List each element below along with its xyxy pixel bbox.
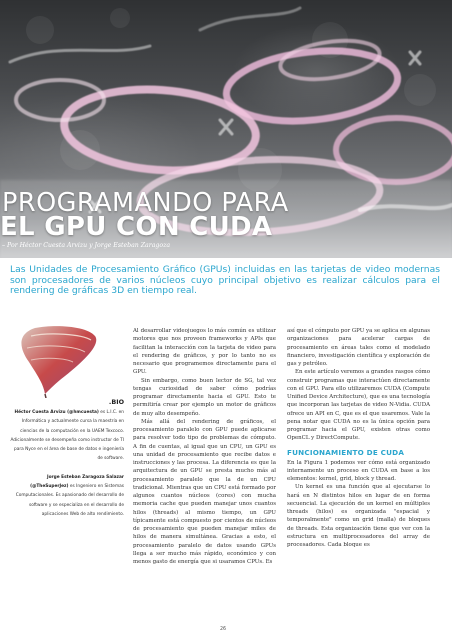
body-column-2 (287, 327, 430, 549)
spinning-top-illustration (5, 322, 107, 398)
column2-paragraph-1: así que el cómputo por GPU ya se aplica en algunas organizaciones para acelerar cargas de procesamiento en áreas tales como el modelado financiero, investigación científica y exploración de gas y petróleo. (287, 328, 430, 367)
bio-author-2-name: Jorge Esteban Zaragoza Salazar (@TheSuperJez) (30, 474, 124, 490)
bio-author-1 (8, 408, 124, 464)
column1-paragraph-2: Sin embargo, como buen lector de SG, tal vez tengas curiosidad de saber cómo podrías programar directamente hacia el GPU. Esto te permitiría crear por ejemplo un motor de gráficos de muy alto desempeño. (133, 377, 276, 417)
column2-paragraph-2: En este artículo veremos a grandes rasgos cómo construir programas que interactúen directamente con el GPU. Para ello utilizaremos CUDA (Compute Unified Device Architecture), que es una tecnología que incorporan las tarjetas de video N-Vidia. CUDA ofrece un API en C, que es el que usaremos. Vale la pena notar que CUDA no es la única opción para programar hacia el GPU, existen otras como OpenCL y DirectCompute. (287, 369, 430, 442)
column2-paragraph-3: En la Figura 1 podemos ver cómo está organizado internamente un proceso en CUDA en base a los elementos: kernel, grid, block y thread. (287, 459, 430, 482)
bio-author-2-text: es Ingeniero en Sistemas Computacionales. Es apasionado del desarrollo de software y se especializa en el desarrollo de aplicaciones Web de alto rendimiento. (15, 484, 124, 517)
bio-author-1-name: Héctor Cuesta Arvizu (@hmcuesta) (14, 410, 99, 415)
body-column-1 (133, 327, 276, 566)
bio-heading: .BIO (108, 398, 124, 406)
bio-author-1-text: es L.I.C. en Informática y actualmente cursa la maestría en ciencias de la computación en la UAEM Texcoco. Adicionalmente se desempeña como instructor de TI para Nyce en el área de base de datos e ingeniería de software. (10, 410, 124, 462)
article-title-line1: PROGRAMANDO PARA (2, 188, 289, 218)
section-heading: FUNCIONAMIENTO DE CUDA (287, 447, 405, 457)
column1-paragraph-1: Al desarrollar videojuegos lo más común es utilizar motores que nos proveen frameworks y APIs que facilitan la interacción con la tarjeta de video para el rendering de gráficos, y por lo tanto no es necesario que programemos directamente para el GPU. (133, 328, 276, 376)
column1-paragraph-3: Más allá del rendering de gráficos, el procesamiento paralelo con GPU puede aplicarse para resolver todo tipo de problemas de cómputo. A fin de cuentas, al igual que un CPU, un GPU es una unidad de procesamiento que recibe datos e instrucciones y las procesa. La diferencia es que la arquitectura de un GPU se presta mucho más al procesamiento paralelo que la de un CPU tradicional. Mientras que un CPU está formado por algunos cuantos núcleos (cores) con mucha memoria cache que pueden manejar unos cuantos hilos (threads) al mismo tiempo, un GPU típicamente está compuesto por cientos de núcleos de procesamiento que pueden manejar miles de hilos de manera simultánea. Gracias a esto, el procesamiento paralelo de datos usando GPUs llega a ser mucho más rápido, económico y con menos gasto de energía que si usaramos CPUs. Es (133, 418, 276, 565)
bio-author-2 (8, 473, 124, 519)
intro-paragraph: Las Unidades de Procesamiento Gráfico (GPUs) incluidas en las tarjetas de video modernas son procesadores de varios núcleos cuyo principal objetivo es realizar cálculos para el rendering de gráficas 3D en tiempo real. (10, 264, 440, 297)
author-bio (8, 398, 124, 528)
column2-paragraph-4: Un kernel es una función que al ejecutarse lo hará en N distintos hilos en lugar de en forma secuencial. La ejecución de un kernel en múltiples threads (hilos) es organizada "espacial y temporalmente" como un grid (malla) de bloques de threads. Esta organización tiene que ver con la estructura en multiprocesadores del array de procesadores. Cada bloque es (287, 484, 430, 548)
article-title-line2: EL GPU CON CUDA (0, 212, 273, 242)
page-number: 26 (220, 627, 227, 632)
hero-photo (0, 0, 452, 258)
byline: – Por Héctor Cuesta Arvizu y Jorge Esteban Zaragoza (2, 242, 171, 249)
